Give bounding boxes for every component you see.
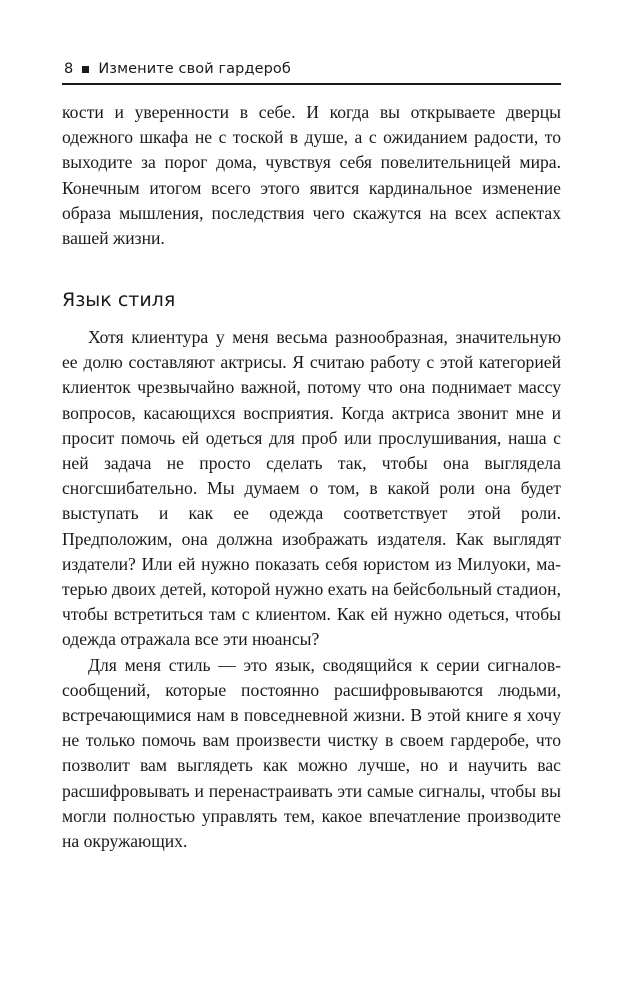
body-paragraph-1: Хотя клиентура у меня весьма разнообразная, значительную ее долю составляют актрисы. Я считаю работу с этой категорией клиенток чрезвычайно важной, потому что она поднимает массу вопросов, касающихся восприятия. Когда актриса звонит мне и просит помочь ей одеться для проб или прослушивания, наша с ней задача не просто сделать так, чтобы она выглядела сногсшибательно. Мы думаем о том, в какой роли она будет выступать и как ее одежда соответствует этой роли. Предположим, она должна изображать издателя. Как выглядят издатели? Или ей нужно показать себя юристом из Милуоки, матерью двоих детей, которой нужно ехать на бейсбольный стадион, чтобы встретиться там с клиентом. Как ей нужно одеться, чтобы одежда отражала все эти нюансы? xyxy=(62,327,561,650)
page-number: 8 xyxy=(64,61,74,77)
intro-text xyxy=(62,100,561,251)
intro-paragraph: кости и уверенности в себе. И когда вы открываете дверцы одежного шкафа не с тоской в душе, а с ожиданием радости, то выходите за порог дома, чувствуя себя повелительницей мира. Конечным итогом всего этого явится кардинальное изменение образа мышления, последствия чего скажутся на всех аспектах вашей жизни. xyxy=(62,102,561,249)
header-divider xyxy=(62,83,561,85)
chapter-title: Измените свой гардероб xyxy=(98,61,291,77)
body-paragraph-2: Для меня стиль — это язык, сводящийся к серии сигналов-сообщений, которые постоянно расшифровываются людьми, встречающимися нам в повседневной жизни. В этой книге я хочу не только помочь вам произвести чистку в своем гардеробе, что позволит вам выглядеть как можно лучше, но и научить вас расшифровывать и перенастраивать эти самые сигналы, чтобы вы могли полностью управлять тем, какое впечатление производите на окружающих. xyxy=(62,654,561,852)
section-body xyxy=(62,325,561,854)
header-square-bullet-icon xyxy=(82,66,89,73)
section-heading: Язык стиля xyxy=(62,289,176,311)
running-header xyxy=(64,58,561,80)
